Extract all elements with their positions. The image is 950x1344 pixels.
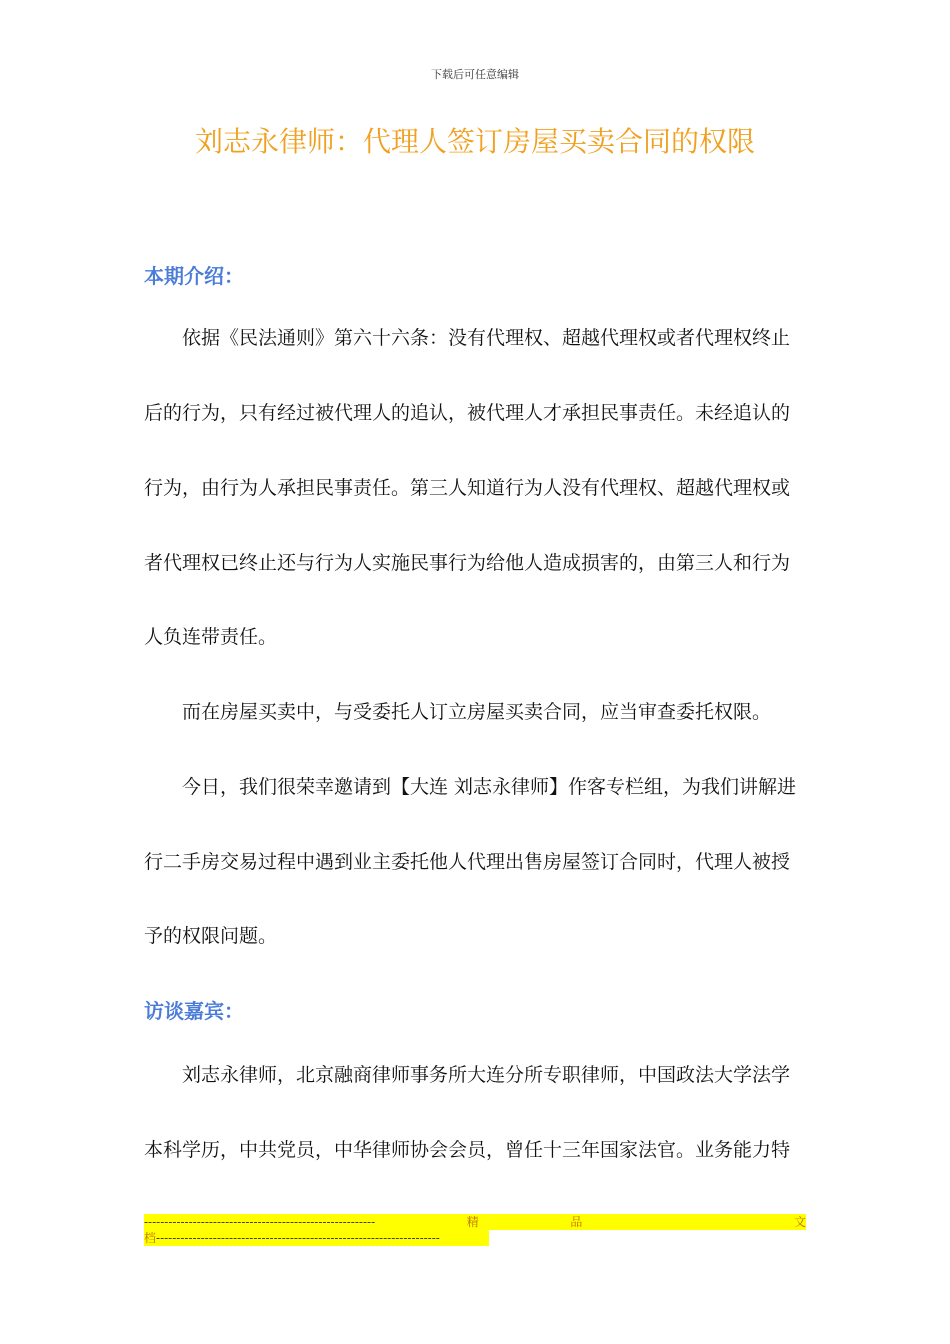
footer-char: 精 — [466, 1215, 479, 1229]
paragraph-line: 行为，由行为人承担民事责任。第三人知道行为人没有代理权、超越代理权或 — [144, 477, 791, 499]
footer-dashes: ---------------------------------------------------------------------- — [156, 1231, 440, 1245]
paragraph-line: 而在房屋买卖中，与受委托人订立房屋买卖合同，应当审查委托权限。 — [182, 701, 772, 723]
footer-watermark-row — [144, 1230, 489, 1246]
paragraph-line: 予的权限问题。 — [144, 925, 278, 947]
paragraph-line: 本科学历，中共党员，中华律师协会会员，曾任十三年国家法官。业务能力特 — [144, 1139, 791, 1161]
footer-char: 品 — [570, 1215, 583, 1229]
footer-char: 档 — [144, 1231, 157, 1245]
paragraph-line: 后的行为，只有经过被代理人的追认，被代理人才承担民事责任。未经追认的 — [144, 402, 791, 424]
page-header-note: 下载后可任意编辑 — [431, 68, 519, 81]
paragraph-line: 刘志永律师，北京融商律师事务所大连分所专职律师，中国政法大学法学 — [182, 1064, 791, 1086]
section-heading-intro: 本期介绍： — [144, 264, 244, 288]
footer-char: 文 — [793, 1215, 806, 1229]
paragraph-line: 依据《民法通则》第六十六条：没有代理权、超越代理权或者代理权终止 — [182, 327, 791, 349]
paragraph-line: 今日，我们很荣幸邀请到【大连 刘志永律师】作客专栏组，为我们讲解进 — [182, 776, 797, 798]
paragraph-line: 者代理权已终止还与行为人实施民事行为给他人造成损害的，由第三人和行为 — [144, 552, 791, 574]
paragraph-line: 人负连带责任。 — [144, 626, 278, 648]
footer-watermark-row — [144, 1214, 806, 1230]
paragraph-line: 行二手房交易过程中遇到业主委托他人代理出售房屋签订合同时，代理人被授 — [144, 851, 791, 873]
footer-dashes: --------------------------------------------------------- — [144, 1215, 376, 1229]
section-heading-guest: 访谈嘉宾： — [144, 999, 244, 1023]
document-title: 刘志永律师：代理人签订房屋买卖合同的权限 — [194, 125, 755, 158]
